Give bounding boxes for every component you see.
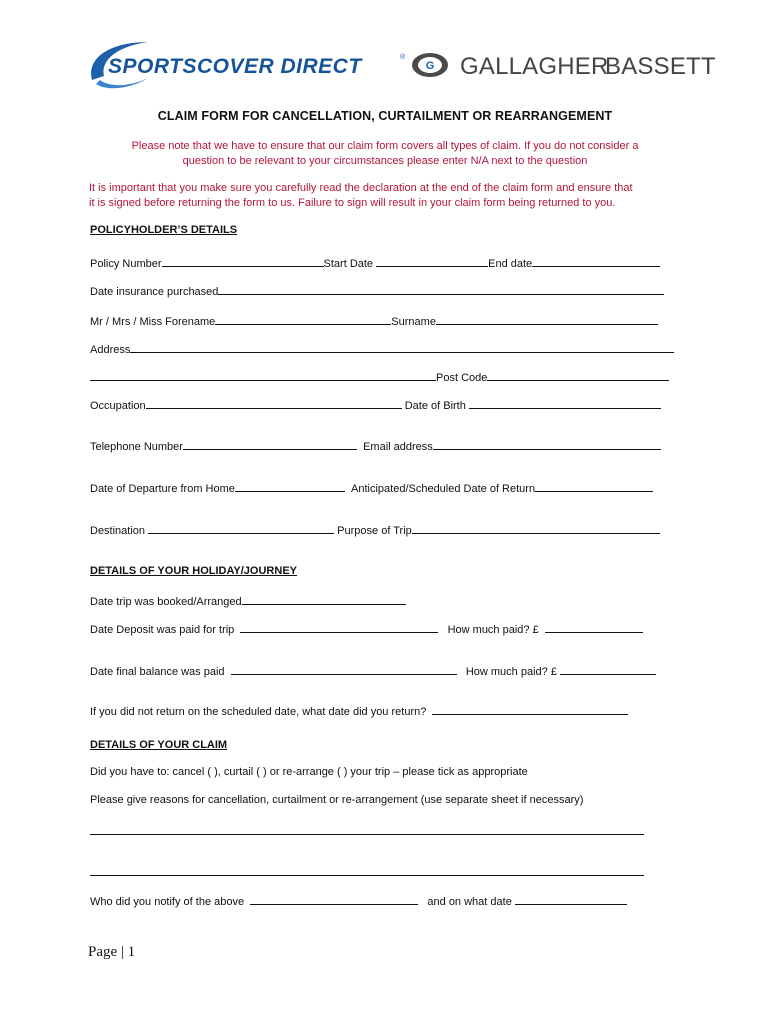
reasons-label: Please give reasons for cancellation, curtailment or re-arrangement (use separate sheet if necessary) xyxy=(90,794,584,806)
reasons-line-2[interactable] xyxy=(90,875,644,876)
notify-date-field[interactable] xyxy=(515,893,627,905)
departure-label: Date of Departure from Home xyxy=(90,483,235,495)
destination-field[interactable] xyxy=(148,522,334,534)
postcode-row xyxy=(90,369,680,384)
purpose-label: Purpose of Trip xyxy=(337,525,412,537)
start-date-label: Start Date xyxy=(323,258,374,270)
notice-line-1: Please note that we have to ensure that our claim form covers all types of claim. If you do not consider a xyxy=(131,140,639,152)
page-number: Page | 1 xyxy=(88,944,136,960)
dob-label: Date of Birth xyxy=(404,400,466,412)
bassett-text: BASSETT xyxy=(605,53,716,80)
gallagher-g-icon xyxy=(410,50,450,80)
surname-field[interactable] xyxy=(436,313,658,325)
address-row xyxy=(90,341,680,356)
start-date-field[interactable] xyxy=(376,255,488,267)
not-return-row xyxy=(90,703,680,718)
return-field[interactable] xyxy=(535,480,653,492)
insurance-date-row xyxy=(90,283,680,298)
telephone-field[interactable] xyxy=(183,438,357,450)
occupation-field[interactable] xyxy=(146,397,402,409)
post-code-field[interactable] xyxy=(487,369,669,381)
notify-label: Who did you notify of the above xyxy=(90,896,245,908)
balance-label: Date final balance was paid xyxy=(90,666,225,678)
notify-row xyxy=(90,893,680,908)
destination-label: Destination xyxy=(90,525,146,537)
did-you-have-to: Did you have to: cancel ( ), curtail ( ) or re-arrange ( ) your trip – please tick as appropriate xyxy=(90,766,528,778)
booked-field[interactable] xyxy=(242,593,406,605)
forename-label: Mr / Mrs / Miss Forename xyxy=(90,316,216,328)
occupation-label: Occupation xyxy=(90,400,146,412)
registered-mark: ® xyxy=(400,54,406,61)
address-field[interactable] xyxy=(130,341,674,353)
booked-row xyxy=(90,593,680,608)
warning-line-2: it is signed before returning the form to us. Failure to sign will result in your claim form being returned to you. xyxy=(89,197,616,209)
policy-row xyxy=(90,255,680,270)
notify-field[interactable] xyxy=(250,893,418,905)
sportscover-text: SPORTSCOVER DIRECT xyxy=(108,55,362,78)
header-logos xyxy=(88,36,716,96)
address-label: Address xyxy=(90,344,131,356)
balance-paid-label: How much paid? £ xyxy=(465,666,557,678)
surname-label: Surname xyxy=(391,316,436,328)
email-field[interactable] xyxy=(433,438,661,450)
claim-heading: DETAILS OF YOUR CLAIM xyxy=(90,739,228,751)
departure-field[interactable] xyxy=(235,480,345,492)
not-return-field[interactable] xyxy=(432,703,628,715)
dob-field[interactable] xyxy=(469,397,661,409)
notice-line-2: question to be relevant to your circumstances please enter N/A next to the question xyxy=(182,155,588,167)
address-line-2-field[interactable] xyxy=(90,369,436,381)
form-title: CLAIM FORM FOR CANCELLATION, CURTAILMENT OR REARRANGEMENT xyxy=(157,109,613,123)
policyholder-heading: POLICYHOLDER’S DETAILS xyxy=(90,224,238,236)
balance-row xyxy=(90,663,680,678)
return-label: Anticipated/Scheduled Date of Return xyxy=(351,483,536,495)
email-label: Email address xyxy=(363,441,433,453)
balance-amount-field[interactable] xyxy=(560,663,656,675)
not-return-label: If you did not return on the scheduled date, what date did you return? xyxy=(90,706,427,718)
policy-number-label: Policy Number xyxy=(90,258,162,270)
forename-field[interactable] xyxy=(215,313,391,325)
notify-date-label: and on what date xyxy=(427,896,512,908)
contact-row xyxy=(90,438,680,453)
destination-row xyxy=(90,522,680,537)
deposit-row xyxy=(90,621,680,636)
reasons-line-1[interactable] xyxy=(90,834,644,835)
date-insurance-field[interactable] xyxy=(218,283,664,295)
end-date-label: End date xyxy=(488,258,533,270)
balance-date-field[interactable] xyxy=(231,663,457,675)
occupation-row xyxy=(90,397,680,412)
deposit-label: Date Deposit was paid for trip xyxy=(90,624,235,636)
deposit-date-field[interactable] xyxy=(240,621,438,633)
date-insurance-label: Date insurance purchased xyxy=(90,286,219,298)
deposit-amount-field[interactable] xyxy=(545,621,643,633)
warning-line-1: It is important that you make sure you carefully read the declaration at the end of the claim form and ensure that xyxy=(89,182,633,194)
purpose-field[interactable] xyxy=(412,522,660,534)
dates-row xyxy=(90,480,680,495)
policy-number-field[interactable] xyxy=(162,255,324,267)
booked-label: Date trip was booked/Arranged xyxy=(90,596,242,608)
deposit-paid-label: How much paid? £ xyxy=(447,624,539,636)
gallagher-text: GALLAGHER xyxy=(460,53,609,80)
telephone-label: Telephone Number xyxy=(90,441,183,453)
name-row xyxy=(90,313,680,328)
holiday-heading: DETAILS OF YOUR HOLIDAY/JOURNEY xyxy=(90,565,297,577)
svg-text:G: G xyxy=(425,60,435,72)
end-date-field[interactable] xyxy=(532,255,660,267)
post-code-label: Post Code xyxy=(436,372,488,384)
